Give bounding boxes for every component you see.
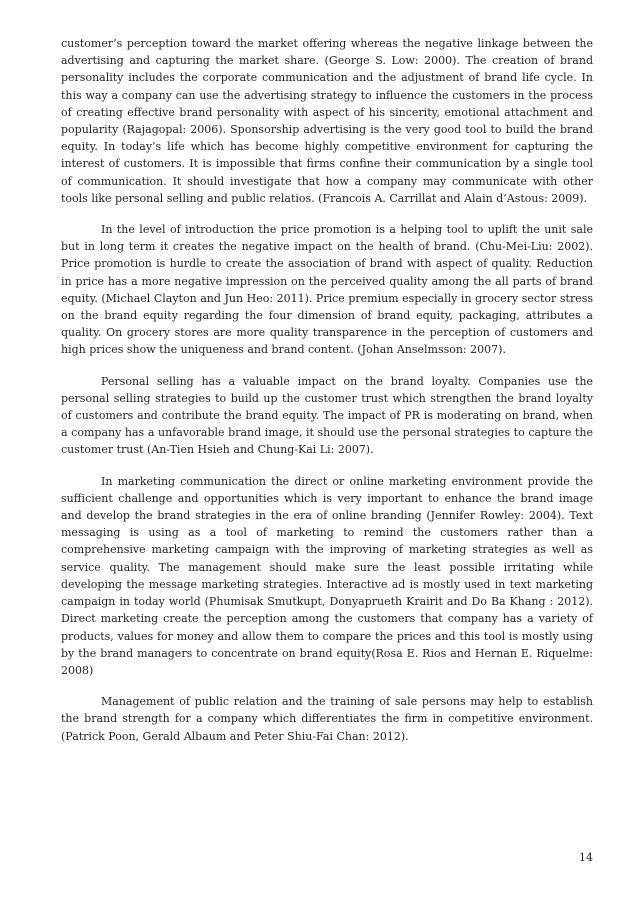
paragraph-public-relation: Management of public relation and the training of sale persons may help to establish the brand strength for a company which differentiates the firm in competitive environment. (Patrick Poon, Gerald Albaum and Peter Shiu-Fai Chan: 2012). [61,695,593,743]
paragraph-personal-selling: Personal selling has a valuable impact on the brand loyalty. Companies use the personal selling strategies to build up the customer trust which strengthen the brand loyalty of customers and contribute the brand equity. The impact of PR is moderating on brand, when a company has a unfavorable brand image, it should use the personal strategies to capture the customer trust (An-Tien Hsieh and Chung-Kai Li: 2007). [61,374,593,457]
paragraph-direct-marketing: In marketing communication the direct or online marketing environment provide the sufficient challenge and opportunities which is very important to enhance the brand image and develop the brand strategies in the era of online branding (Jennifer Rowley: 2004). Text messaging is using as a tool of marketing to remind the customers rather than a comprehensive marketing campaign with the improving of marketing strategies as well as service quality. The management should make sure the least possible irritating while developing the message marketing strategies. Interactive ad is mostly used in text marketing campaign in today world (Phumisak Smutkupt, Donyaprueth Krairit and Do Ba Khang : 2012). Direct marketing create the perception among the customers that company has a variety of products, values for money and allow them to compare the prices and this tool is mostly using by the brand managers to concentrate on brand equity(Rosa E. Rios and Hernan E. Riquelme: 2008) [61,474,593,677]
page-number: 14 [579,851,593,864]
paragraph-continuation: customer’s perception toward the market offering whereas the negative linkage between the advertising and capturing the market share. (George S. Low: 2000). The creation of brand personality includes the corporate communication and the adjustment of brand life cycle. In this way a company can use the advertising strategy to influence the customers in the process of creating effective brand personality with aspect of his sincerity, emotional attachment and popularity (Rajagopal: 2006). Sponsorship advertising is the very good tool to build the brand equity. In today’s life which has become highly competitive environment for capturing the interest of customers. It is impossible that firms confine their communication by a single tool of communication. It should investigate that how a company may communicate with other tools like personal selling and public relatios. (Francois A. Carrillat and Alain d’Astous: 2009). [61,37,593,205]
body-text [61,35,593,759]
paragraph-price-promotion: In the level of introduction the price promotion is a helping tool to uplift the unit sale but in long term it creates the negative impact on the health of brand. (Chu-Mei-Liu: 2002). Price promotion is hurdle to create the association of brand with aspect of quality. Reduction in price has a more negative impression on the perceived quality among the all parts of brand equity. (Michael Clayton and Jun Heo: 2011). Price premium especially in grocery sector stress on the brand equity regarding the four dimension of brand equity, packaging, attributes a quality. On grocery stores are more quality transparence in the perception of customers and high prices show the uniqueness and brand content. (Johan Anselmsson: 2007). [61,223,593,357]
